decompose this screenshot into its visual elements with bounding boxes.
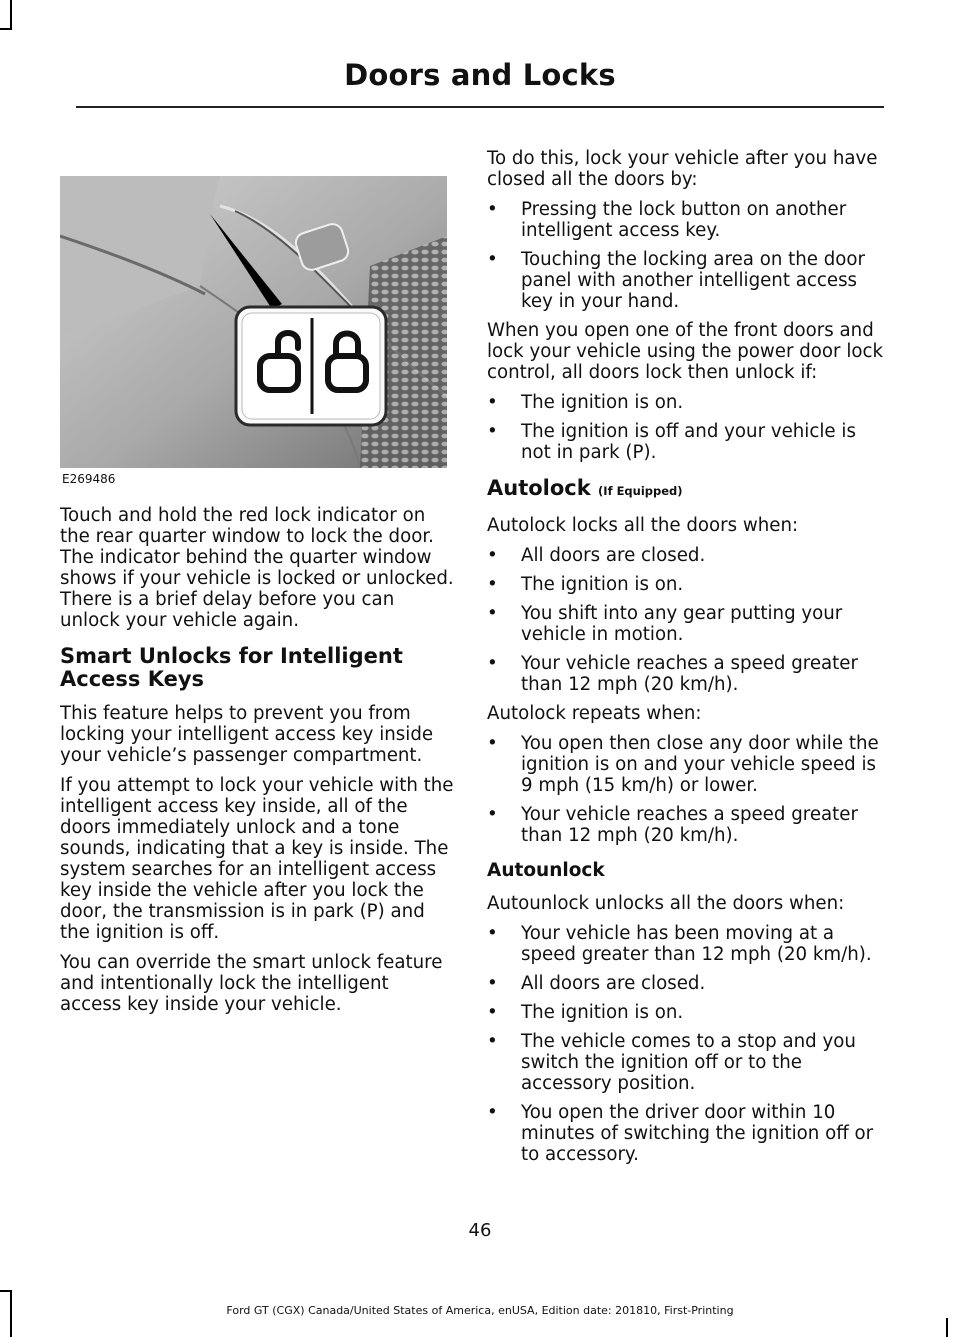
crop-mark-top-left-h [0,28,12,30]
left-column [60,505,455,1024]
page-number: 46 [468,1220,492,1241]
crop-mark-top-left-v [10,0,12,30]
footer-edition-text: Ford GT (CGX) Canada/United States of America, enUSA, Edition date: 201810, First-Printing [226,1304,734,1317]
list-item: • The ignition is off and your vehicle is not in park (P). [487,421,887,463]
list-item: • Pressing the lock button on another intelligent access key. [487,199,887,241]
figure-code: E269486 [62,472,116,486]
list-item: • The ignition is on. [487,1002,887,1023]
list-item: • The vehicle comes to a stop and you switch the ignition off or to the accessory position. [487,1031,887,1094]
autounlock-bullet-list [487,923,887,1165]
list-item: • Touching the locking area on the door panel with another intelligent access key in your hand. [487,249,887,312]
autolock-repeats-bullet-list [487,733,887,846]
autolock-heading-text: Autolock [487,476,591,500]
list-item: • All doors are closed. [487,973,887,994]
list-item: • The ignition is on. [487,574,887,595]
list-item: • The ignition is on. [487,392,887,413]
crop-mark-bottom-right-v [946,1318,948,1337]
override-bullet-list [487,199,887,312]
crop-mark-bottom-left-h [0,1290,12,1292]
autolock-repeats-intro: Autolock repeats when: [487,703,702,724]
page-title: Doors and Locks [344,58,616,92]
autounlock-intro: Autounlock unlocks all the doors when: [487,893,845,914]
list-item: • You open the driver door within 10 minutes of switching the ignition off or to accessory. [487,1102,887,1165]
car-quarter-window-illustration [60,176,447,468]
front-doors-bullet-list [487,392,887,463]
lock-indicator-figure [60,176,447,468]
if-equipped-label: (If Equipped) [598,484,683,498]
autounlock-heading: Autounlock [487,860,605,881]
smart-unlocks-paragraph-1: This feature helps to prevent you from locking your intelligent access key inside your vehicle’s passenger compartment. [60,703,434,766]
autolock-heading [487,477,887,503]
list-item: • Your vehicle reaches a speed greater than 12 mph (20 km/h). [487,804,887,846]
header-rule [76,106,884,108]
right-column [487,148,887,1173]
autolock-intro: Autolock locks all the doors when: [487,515,799,536]
list-item: • All doors are closed. [487,545,887,566]
smart-unlocks-paragraph-2: If you attempt to lock your vehicle with the intelligent access key inside, all of the doors immediately unlock and a tone sounds, indicating that a key is inside. The system searches for an intelligent access key inside the vehicle after you lock the door, the transmission is in park (P) and the ignition is off. [60,775,454,943]
override-intro: To do this, lock your vehicle after you have closed all the doors by: [487,148,878,190]
list-item: • You shift into any gear putting your vehicle in motion. [487,603,887,645]
front-doors-paragraph: When you open one of the front doors and lock your vehicle using the power door lock control, all doors lock then unlock if: [487,320,884,383]
list-item: • Your vehicle has been moving at a speed greater than 12 mph (20 km/h). [487,923,887,965]
smart-unlocks-paragraph-3: You can override the smart unlock feature and intentionally lock the intelligent access key inside your vehicle. [60,952,443,1015]
smart-unlocks-heading: Smart Unlocks for Intelligent Access Keys [60,644,403,691]
autolock-bullet-list [487,545,887,695]
list-item: • Your vehicle reaches a speed greater than 12 mph (20 km/h). [487,653,887,695]
list-item: • You open then close any door while the ignition is on and your vehicle speed is 9 mph (15 km/h) or lower. [487,733,887,796]
lock-indicator-paragraph: Touch and hold the red lock indicator on the rear quarter window to lock the door. The indicator behind the quarter window shows if your vehicle is locked or unlocked. There is a brief delay before you can unlock your vehicle again. [60,505,454,631]
